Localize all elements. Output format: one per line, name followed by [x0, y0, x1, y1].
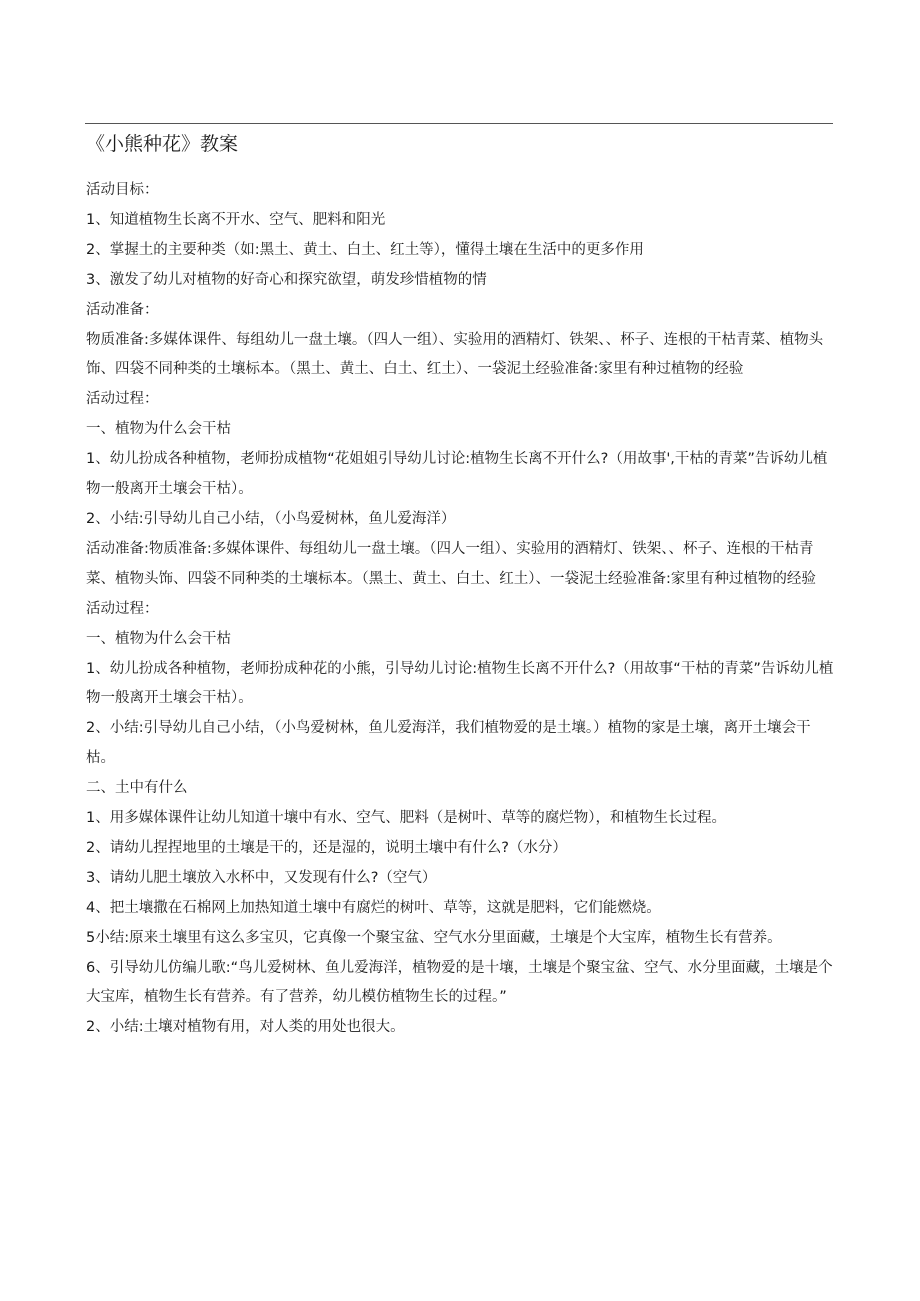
paragraph: 二、土中有什么	[86, 780, 188, 797]
document-body	[86, 176, 834, 1043]
paragraph: 2、小结:引导幼儿自己小结，（小鸟爱树林，鱼儿爱海洋）	[86, 510, 456, 527]
paragraph: 3、激发了幼儿对植物的好奇心和探究欲望，萌发珍惜植物的情	[86, 271, 487, 288]
paragraph: 活动目标：	[86, 182, 159, 198]
paragraph: 1、用多媒体课件让幼儿知道十壤中有水、空气、肥料（是树叶、草等的腐烂物），和植物生长过程。	[86, 810, 726, 827]
paragraph: 2、掌握土的主要种类（如:黑土、黄土、白土、红土等），懂得土壤在生活中的更多作用	[86, 241, 644, 258]
paragraph: 5小结:原来土壤里有这么多宝贝，它真像一个聚宝盆、空气水分里面藏，土壤是个大宝库，植物生长有营养。	[86, 929, 782, 946]
paragraph: 活动过程：	[86, 600, 159, 617]
paragraph: 4、把土壤撒在石棉网上加热知道土壤中有腐烂的树叶、草等，这就是肥料，它们能燃烧。	[86, 899, 661, 916]
paragraph: 1、知道植物生长离不开水、空气、肥料和阳光	[86, 211, 386, 228]
paragraph: 2、小结:引导幼儿自己小结，（小鸟爱树林，鱼儿爱海洋，我们植物爱的是土壤。）植物的家是土壤，离开土壤会干枯。	[86, 720, 811, 767]
paragraph: 活动准备：	[86, 301, 159, 318]
paragraph: 2、小结:土壤对植物有用，对人类的用处也很大。	[86, 1019, 405, 1036]
paragraph: 2、请幼儿捏捏地里的土壤是干的，还是湿的，说明土壤中有什么?（水分）	[86, 839, 567, 856]
header-rule	[85, 123, 833, 124]
paragraph: 物质准备:多媒体课件、每组幼儿一盘土壤。（四人一组）、实验用的酒精灯、铁架、、杯子、连根的干枯青菜、植物头饰、四袋不同种类的土壤标本。（黑土、黄土、白土、红土）、一袋泥土经验准备:家里有种过植物的经验	[86, 331, 824, 378]
paragraph: 活动过程：	[86, 391, 159, 408]
paragraph: 活动准备:物质准备:多媒体课件、每组幼儿一盘土壤。（四人一组）、实验用的酒精灯、铁架、、杯子、连根的干枯青菜、植物头饰、四袋不同种类的土壤标本。（黑土、黄土、白土、红土）、一袋泥土经验准备:家里有种过植物的经验	[86, 540, 816, 587]
paragraph: 一、植物为什么会干枯	[86, 421, 231, 438]
paragraph: 6、引导幼儿仿编儿歌:“鸟儿爱树林、鱼儿爱海洋，植物爱的是十壤，土壤是个聚宝盆、空气、水分里面藏，土壤是个大宝库，植物生长有营养。有了营养，幼儿模仿植物生长的过程。”	[86, 959, 833, 1006]
paragraph: 3、请幼儿肥土壤放入水杯中，又发现有什么?（空气）	[86, 869, 437, 886]
paragraph: 一、植物为什么会干枯	[86, 630, 231, 647]
document-title: 《小熊种花》教案	[86, 133, 239, 155]
paragraph: 1、幼儿扮成各种植物，老师扮成种花的小熊，引导幼儿讨论:植物生长离不开什么?（用故事“干枯的青菜”告诉幼儿植物一般离开土壤会干枯）。	[86, 660, 834, 707]
paragraph: 1、幼儿扮成各种植物，老师扮成植物“花姐姐引导幼儿讨论:植物生长离不开什么?（用故事',干枯的青菜”告诉幼儿植物一般离开土壤会干枯）。	[86, 451, 828, 498]
